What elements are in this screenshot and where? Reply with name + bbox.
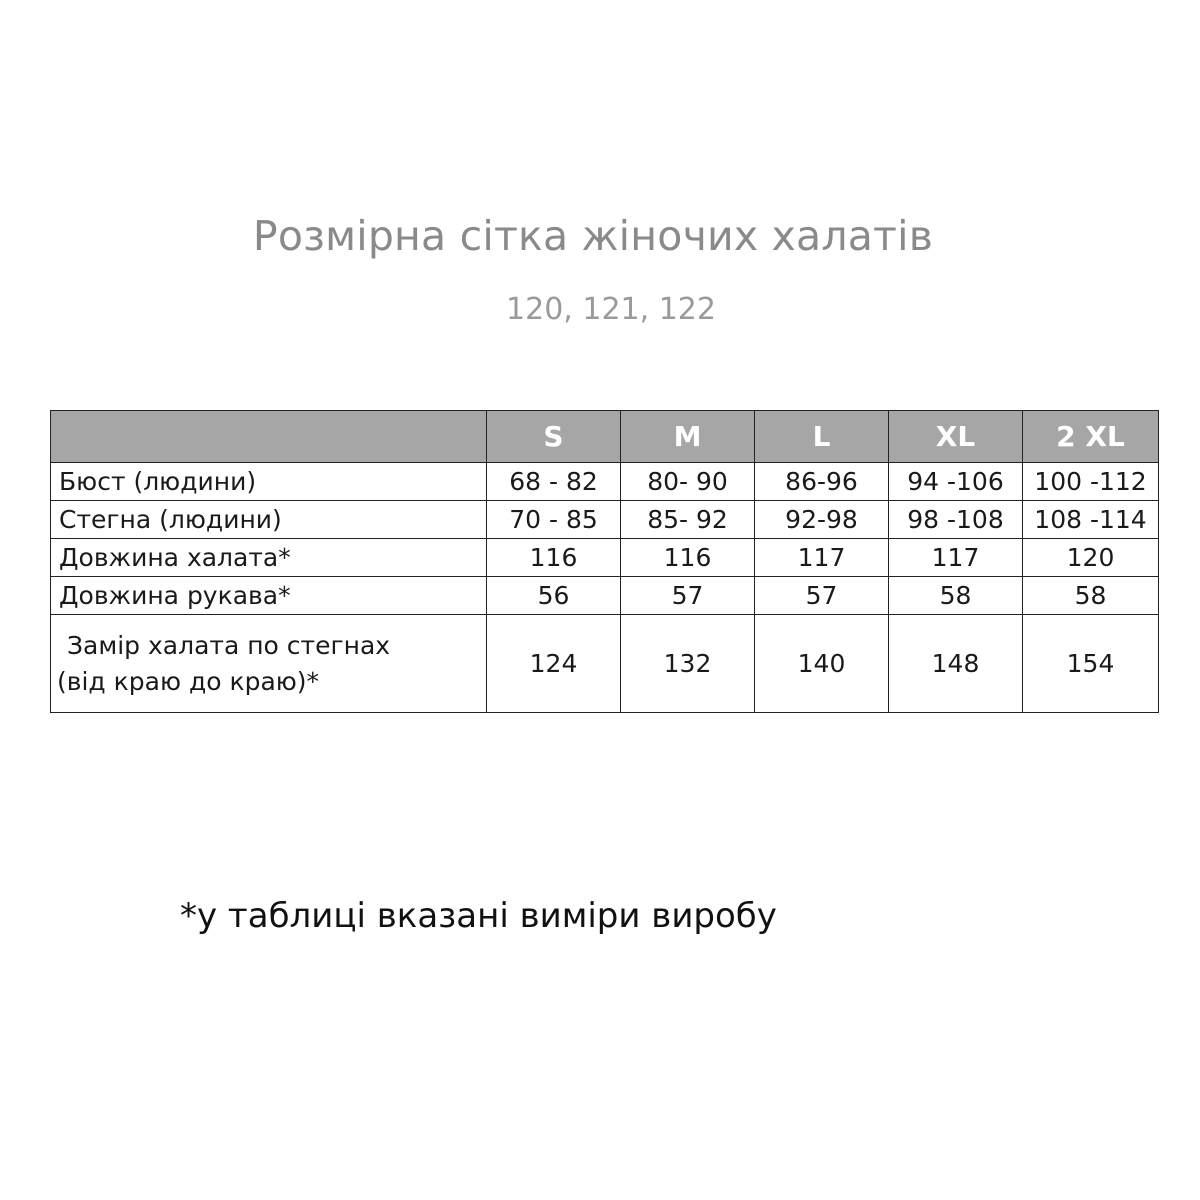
table-cell: 56	[487, 577, 621, 615]
table-cell: 116	[621, 539, 755, 577]
table-cell: 70 - 85	[487, 501, 621, 539]
table-cell: 57	[621, 577, 755, 615]
row-label-line: Замір халата по стегнах	[67, 630, 391, 660]
size-header: S	[487, 411, 621, 463]
page-title: Розмірна сітка жіночих халатів	[252, 212, 934, 260]
table-row	[51, 501, 1159, 539]
size-header: L	[755, 411, 889, 463]
row-label	[51, 615, 487, 713]
row-label: Бюст (людини)	[51, 463, 487, 501]
table-row	[51, 539, 1159, 577]
table-cell: 132	[621, 615, 755, 713]
size-header: M	[621, 411, 755, 463]
model-numbers: 120, 121, 122	[506, 292, 716, 327]
table-cell: 108 -114	[1023, 501, 1159, 539]
table-cell: 57	[755, 577, 889, 615]
table-cell: 116	[487, 539, 621, 577]
table-header-row	[51, 411, 1159, 463]
table-cell: 100 -112	[1023, 463, 1159, 501]
table-cell: 154	[1023, 615, 1159, 713]
table-cell: 140	[755, 615, 889, 713]
table-cell: 86-96	[755, 463, 889, 501]
table-row	[51, 463, 1159, 501]
size-header: 2 XL	[1023, 411, 1159, 463]
table-cell: 85- 92	[621, 501, 755, 539]
header-blank-cell	[51, 411, 487, 463]
table-row	[51, 577, 1159, 615]
row-label-line: (від краю до краю)*	[57, 666, 320, 696]
table-cell: 68 - 82	[487, 463, 621, 501]
table-cell: 148	[889, 615, 1023, 713]
table-cell: 117	[889, 539, 1023, 577]
table-cell: 117	[755, 539, 889, 577]
table-cell: 58	[1023, 577, 1159, 615]
row-label: Стегна (людини)	[51, 501, 487, 539]
table-cell: 98 -108	[889, 501, 1023, 539]
footnote: *у таблиці вказані виміри виробу	[180, 896, 777, 936]
size-header: XL	[889, 411, 1023, 463]
size-table	[50, 410, 1159, 713]
table-cell: 120	[1023, 539, 1159, 577]
table-cell: 80- 90	[621, 463, 755, 501]
row-label: Довжина рукава*	[51, 577, 487, 615]
table-row	[51, 615, 1159, 713]
table-cell: 94 -106	[889, 463, 1023, 501]
table-cell: 124	[487, 615, 621, 713]
table-cell: 92-98	[755, 501, 889, 539]
row-label: Довжина халата*	[51, 539, 487, 577]
table-cell: 58	[889, 577, 1023, 615]
